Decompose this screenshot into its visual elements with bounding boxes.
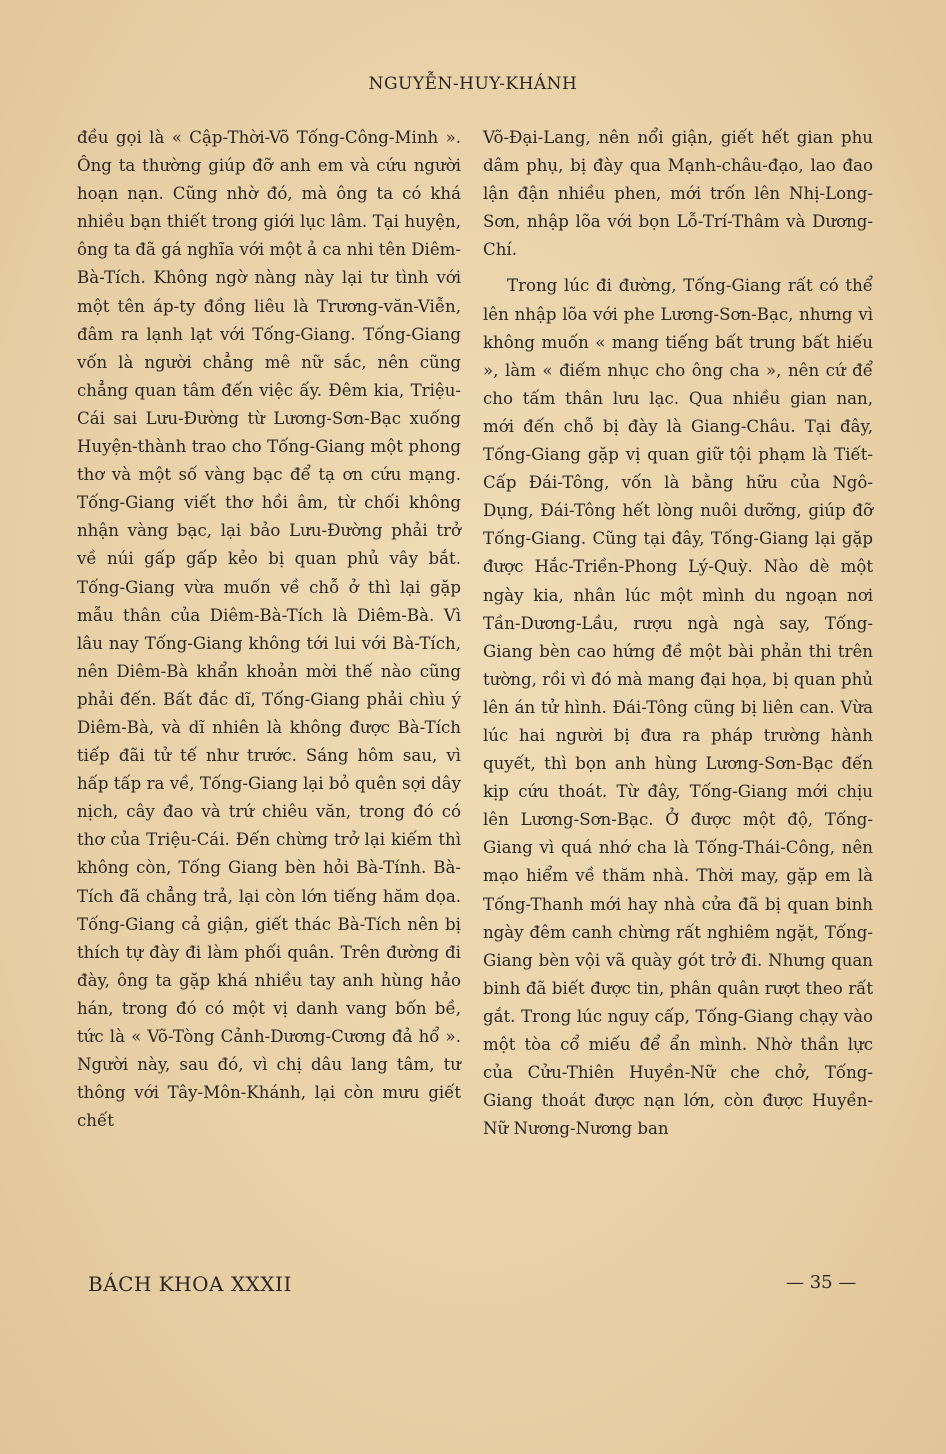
publication-name: BÁCH KHOA XXXII — [88, 1272, 292, 1296]
right-column-paragraph-2: Trong lúc đi đường, Tống-Giang rất có thể lên nhập lõa với phe Lương-Sơn-Bạc, nhưng vì không muốn « mang tiếng bất trung bất hiếu », làm « điếm nhục cho ông cha », nên cứ để cho tấm thân lưu lạc. Qua nhiều gian nan, mới đến chỗ bị đày là Giang-Châu. Tại đây, Tống-Giang gặp vị quan giữ tội phạm là Tiết-Cấp Đái-Tông, vốn là bằng hữu của Ngô-Dụng, Đái-Tông hết lòng nuôi dưỡng, giúp đỡ Tống-Giang. Cũng tại đây, Tống-Giang lại gặp được Hắc-Triền-Phong Lý-Quỳ. Nào dè một ngày kia, nhân lúc một mình du ngoạn nơi Tần-Dương-Lầu, rượu ngà ngà say, Tống-Giang bèn cao hứng đề một bài phản thi trên tường, rồi vì đó mà mang đại họa, bị quan phủ lên án tử hình. Đái-Tông cũng bị liên can. Vừa lúc hai người bị đưa ra pháp trường hành quyết, thì bọn anh hùng Lương-Sơn-Bạc đến kịp cứu thoát. Từ đây, Tống-Giang mới chịu lên Lương-Sơn-Bạc. Ở được một độ, Tống-Giang vì quá nhớ cha là Tống-Thái-Công, nên mạo hiểm về thăm nhà. Thời may, gặp em là Tống-Thanh mới hay nhà cửa đã bị quan binh ngày đêm canh chừng rất nghiêm ngặt, Tống-Giang bèn vội vã quày gót trở đi. Nhưng quan binh đã biết được tin, phân quân rượt theo rất gắt. Trong lúc nguy cấp, Tống-Giang chạy vào một tòa cổ miếu để ẩn mình. Nhờ thần lực của Cửu-Thiên Huyền-Nữ che chở, Tống-Giang thoát được nạn lớn, còn được Huyền-Nữ Nương-Nương ban — [483, 276, 873, 1139]
right-column — [483, 124, 873, 1143]
left-column — [77, 124, 461, 1135]
page-number: — 35 — — [786, 1272, 857, 1293]
running-title: NGUYỄN-HUY-KHÁNH — [368, 74, 578, 94]
left-column-text: đều gọi là « Cập-Thời-Võ Tống-Công-Minh ». Ông ta thường giúp đỡ anh em và cứu người hoạn nạn. Cũng nhờ đó, mà ông ta có khá nhiều bạn thiết trong giới lục lâm. Tại huyện, ông ta đã gá nghĩa với một ả ca nhi tên Diêm-Bà-Tích. Không ngờ nàng này lại tư tình với một tên áp-ty đồng liêu là Trương-văn-Viễn, đâm ra lạnh lạt với Tống-Giang. Tống-Giang vốn là người chẳng mê nữ sắc, nên cũng chẳng quan tâm đến việc ấy. Đêm kia, Triệu-Cái sai Lưu-Đường từ Lương-Sơn-Bạc xuống Huyện-thành trao cho Tống-Giang một phong thơ và một số vàng bạc để tạ ơn cứu mạng. Tống-Giang viết thơ hồi âm, từ chối không nhận vàng bạc, lại bảo Lưu-Đường phải trở về núi gấp gấp kẻo bị quan phủ vây bắt. Tống-Giang vừa muốn về chỗ ở thì lại gặp mẫu thân của Diêm-Bà-Tích là Diêm-Bà. Vì lâu nay Tống-Giang không tới lui với Bà-Tích, nên Diêm-Bà khẩn khoản mời thế nào cũng phải đến. Bất đắc dĩ, Tống-Giang phải chìu ý Diêm-Bà, và dĩ nhiên là không được Bà-Tích tiếp đãi tử tế như trước. Sáng hôm sau, vì hấp tấp ra về, Tống-Giang lại bỏ quên sợi dây nịch, cây đao và trứ chiêu văn, trong đó có thơ của Triệu-Cái. Đến chừng trở lại kiếm thì không còn, Tống Giang bèn hỏi Bà-Tính. Bà-Tích đã chẳng trả, lại còn lớn tiếng hăm dọa. Tống-Giang cả giận, giết thác Bà-Tích nên bị thích tự đày đi làm phối quân. Trên đường đi đày, ông ta gặp khá nhiều tay anh hùng hảo hán, trong đó có một vị danh vang bốn bề, tức là « Võ-Tòng Cảnh-Dương-Cương đả hổ ». Người này, sau đó, vì chị dâu lang tâm, tư thông với Tây-Môn-Khánh, lại còn mưu giết chết — [77, 128, 461, 1131]
right-column-paragraph-1: Võ-Đại-Lang, nên nổi giận, giết hết gian phu dâm phụ, bị đày qua Mạnh-châu-đạo, lao đao lận đận nhiều phen, mới trốn lên Nhị-Long-Sơn, nhập lõa với bọn Lỗ-Trí-Thâm và Dương-Chí. — [483, 128, 873, 260]
